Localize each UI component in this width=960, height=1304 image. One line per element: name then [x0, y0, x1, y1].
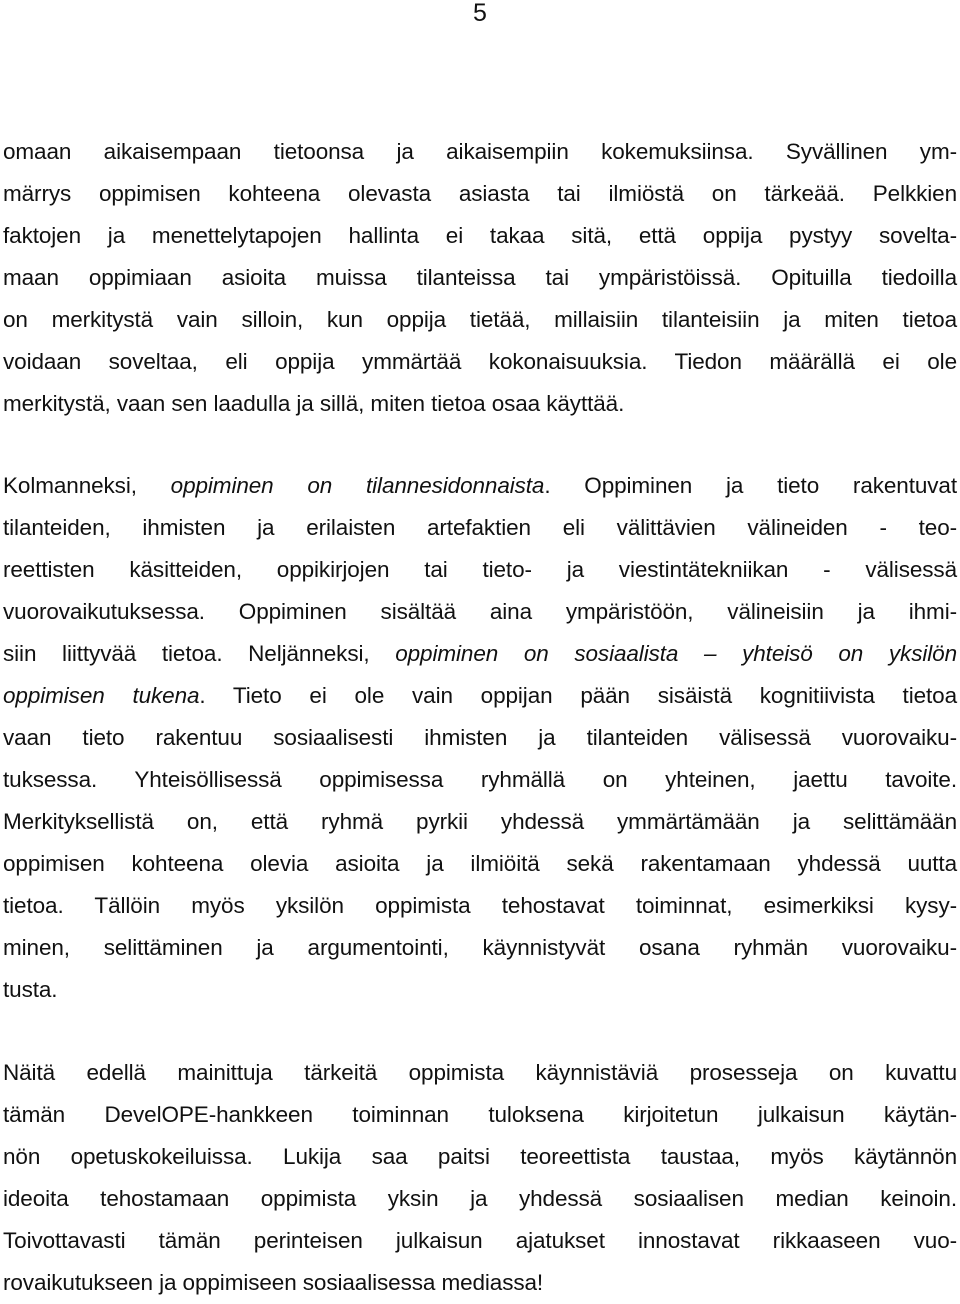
- text-line: [3, 1262, 957, 1304]
- text-line: [3, 549, 957, 591]
- text-segment: merkitystä, vaan sen laadulla ja sillä, miten tietoa osaa käyttää.: [3, 391, 625, 416]
- text-segment: Näitä edellä mainittuja tärkeitä oppimista käynnistäviä prosesseja on kuvattu: [3, 1060, 957, 1085]
- text-line: [3, 507, 957, 549]
- text-segment: omaan aikaisempaan tietoonsa ja aikaisempiin kokemuksiinsa. Syvällinen ym-: [3, 139, 957, 164]
- text-line: [3, 1220, 957, 1262]
- emphasized-text: oppiminen on tilannesidonnaista: [170, 473, 545, 498]
- text-line: [3, 759, 957, 801]
- text-line: [3, 131, 957, 173]
- text-line: [3, 801, 957, 843]
- text-line: [3, 465, 957, 507]
- text-line: [3, 1052, 957, 1094]
- text-line: [3, 299, 957, 341]
- text-line: [3, 843, 957, 885]
- text-segment: oppimisen kohteena olevia asioita ja ilmiöitä sekä rakentamaan yhdessä uutta: [3, 851, 957, 876]
- text-segment: . Tieto ei ole vain oppijan pään sisäistä kognitiivista tietoa: [199, 683, 957, 708]
- paragraph-spacer: [3, 425, 957, 465]
- text-segment: Kolmanneksi,: [3, 473, 171, 498]
- paragraph-3: [3, 1052, 957, 1304]
- paragraph-2: [3, 465, 957, 1011]
- text-line: [3, 675, 957, 717]
- text-line: [3, 591, 957, 633]
- text-segment: faktojen ja menettelytapojen hallinta ei takaa sitä, että oppija pystyy sovelta-: [3, 223, 957, 248]
- text-line: [3, 927, 957, 969]
- text-line: [3, 383, 957, 425]
- text-segment: tilanteiden, ihmisten ja erilaisten artefaktien eli välittävien välineiden - teo-: [3, 515, 957, 540]
- text-segment: märrys oppimisen kohteena olevasta asiasta tai ilmiöstä on tärkeää. Pelkkien: [3, 181, 957, 206]
- text-line: [3, 717, 957, 759]
- text-line: [3, 341, 957, 383]
- text-segment: vuorovaikutuksessa. Oppiminen sisältää aina ympäristöön, välineisiin ja ihmi-: [3, 599, 957, 624]
- text-segment: tietoa. Tällöin myös yksilön oppimista tehostavat toiminnat, esimerkiksi kysy-: [3, 893, 957, 918]
- text-line: [3, 173, 957, 215]
- text-line: [3, 885, 957, 927]
- text-line: [3, 633, 957, 675]
- text-segment: reettisten käsitteiden, oppikirjojen tai tieto- ja viestintätekniikan - välisessä: [3, 557, 957, 582]
- emphasized-text: oppimisen tukena: [3, 683, 200, 708]
- text-segment: Toivottavasti tämän perinteisen julkaisun ajatukset innostavat rikkaaseen vuo-: [3, 1228, 957, 1253]
- text-segment: rovaikutukseen ja oppimiseen sosiaalisessa mediassa!: [3, 1270, 544, 1295]
- text-line: [3, 1136, 957, 1178]
- text-segment: siin liittyvää tietoa. Neljänneksi,: [3, 641, 396, 666]
- text-segment: tuksessa. Yhteisöllisessä oppimisessa ryhmällä on yhteinen, jaettu tavoite.: [3, 767, 957, 792]
- text-segment: . Oppiminen ja tieto rakentuvat: [544, 473, 957, 498]
- document-body: [3, 131, 957, 1304]
- text-segment: nön opetuskokeiluissa. Lukija saa paitsi teoreettista taustaa, myös käytännön: [3, 1144, 957, 1169]
- text-segment: ideoita tehostamaan oppimista yksin ja yhdessä sosiaalisen median keinoin.: [3, 1186, 957, 1211]
- text-segment: voidaan soveltaa, eli oppija ymmärtää kokonaisuuksia. Tiedon määrällä ei ole: [3, 349, 957, 374]
- text-segment: vaan tieto rakentuu sosiaalisesti ihmisten ja tilanteiden välisessä vuorovaiku-: [3, 725, 957, 750]
- page-number: 5: [473, 0, 487, 27]
- text-line: [3, 969, 957, 1011]
- text-segment: Merkityksellistä on, että ryhmä pyrkii yhdessä ymmärtämään ja selittämään: [3, 809, 957, 834]
- text-segment: tämän DevelOPE-hankkeen toiminnan tuloksena kirjoitetun julkaisun käytän-: [3, 1102, 957, 1127]
- text-line: [3, 257, 957, 299]
- text-segment: maan oppimiaan asioita muissa tilanteissa tai ympäristöissä. Opituilla tiedoilla: [3, 265, 957, 290]
- text-line: [3, 1178, 957, 1220]
- paragraph-1: [3, 131, 957, 425]
- text-segment: minen, selittäminen ja argumentointi, käynnistyvät osana ryhmän vuorovaiku-: [3, 935, 957, 960]
- text-line: [3, 1094, 957, 1136]
- text-line: [3, 215, 957, 257]
- emphasized-text: oppiminen on sosiaalista – yhteisö on yksilön: [395, 641, 957, 666]
- text-segment: on merkitystä vain silloin, kun oppija tietää, millaisiin tilanteisiin ja miten tietoa: [3, 307, 957, 332]
- paragraph-spacer: [3, 1011, 957, 1052]
- text-segment: tusta.: [3, 977, 58, 1002]
